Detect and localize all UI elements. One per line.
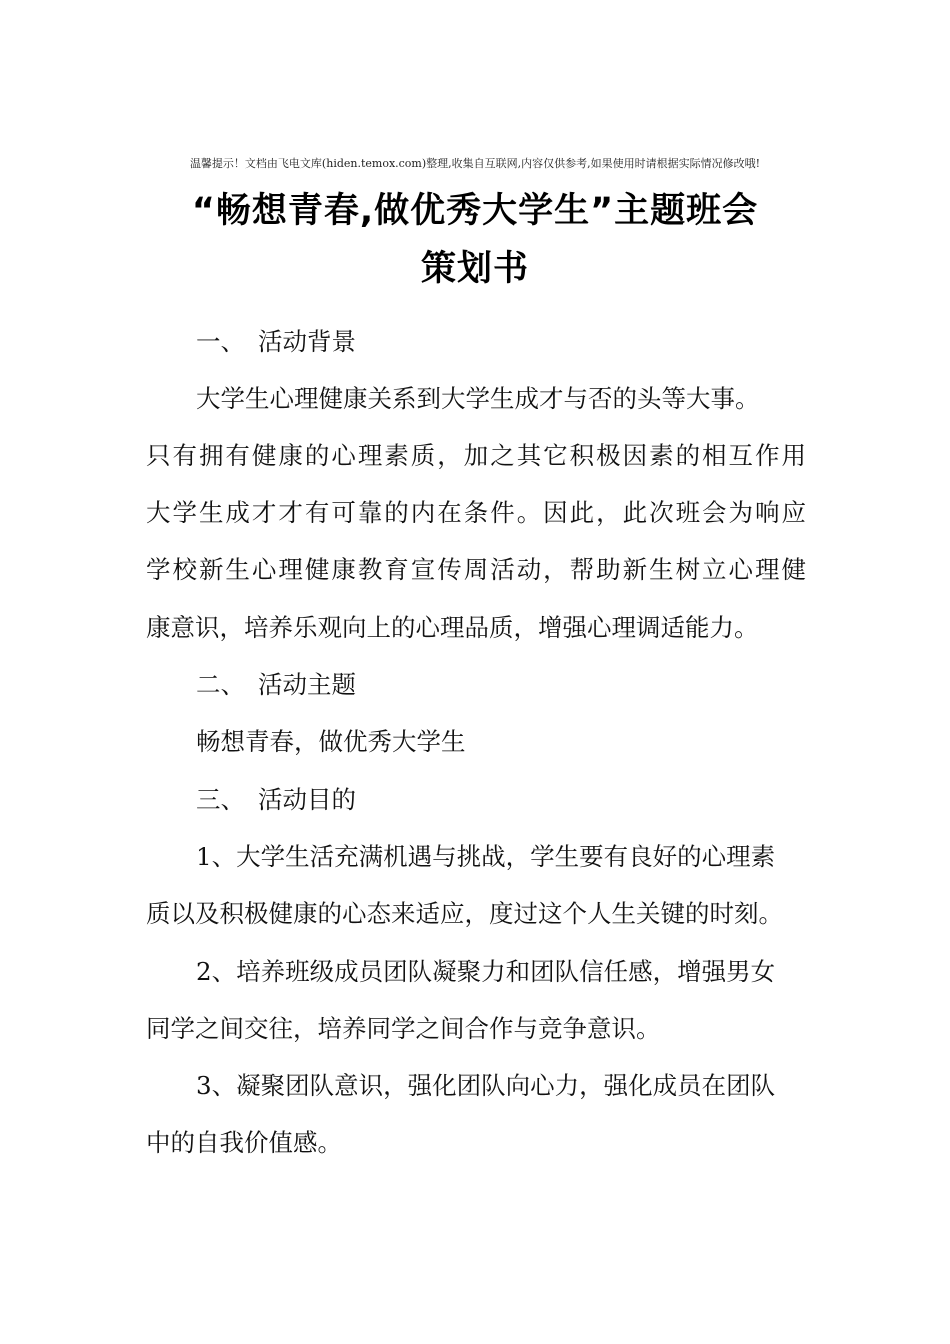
section-title: 活动主题 bbox=[258, 670, 356, 699]
list-item-line: 3、凝聚团队意识，强化团队向心力，强化成员在团队 bbox=[196, 1071, 776, 1100]
paragraph-line: 只有拥有健康的心理素质，加之其它积极因素的相互作用 bbox=[146, 441, 806, 470]
paragraph-line: 大学生成才才有可靠的内在条件。因此，此次班会为响应 bbox=[146, 498, 806, 527]
paragraph-line: 大学生心理健康关系到大学生成才与否的头等大事。 bbox=[196, 384, 760, 413]
paragraph-line: 学校新生心理健康教育宣传周活动，帮助新生树立心理健 bbox=[146, 555, 806, 584]
section-title: 活动背景 bbox=[258, 327, 356, 356]
section-number: 三、 bbox=[196, 785, 245, 814]
list-item-line: 同学之间交往，培养同学之间合作与竞争意识。 bbox=[146, 1014, 661, 1043]
paragraph-line: 康意识，培养乐观向上的心理品质，增强心理调适能力。 bbox=[146, 613, 759, 642]
section-number: 二、 bbox=[196, 670, 245, 699]
document-title-line-2: 策划书 bbox=[420, 249, 529, 289]
section-heading-theme bbox=[196, 670, 356, 700]
list-item-line: 质以及积极健康的心态来适应，度过这个人生关键的时刻。 bbox=[146, 899, 783, 928]
section-title: 活动目的 bbox=[258, 785, 356, 814]
document-title-line-1: “畅想青春,做优秀大学生”主题班会 bbox=[191, 191, 759, 231]
list-item-line: 中的自我价值感。 bbox=[146, 1128, 342, 1157]
list-item-line: 2、培养班级成员团队凝聚力和团队信任感，增强男女 bbox=[196, 957, 776, 986]
section-heading-purpose bbox=[196, 785, 356, 815]
section-number: 一、 bbox=[196, 327, 245, 356]
paragraph-line: 畅想青春，做优秀大学生 bbox=[196, 727, 466, 756]
source-notice: 温馨提示！文档由飞电文库(hiden.temox.com)整理,收集自互联网,内容仅供参考,如果使用时请根据实际情况修改哦! bbox=[189, 157, 761, 170]
section-heading-background bbox=[196, 327, 356, 357]
list-item-line: 1、大学生活充满机遇与挑战，学生要有良好的心理素 bbox=[196, 842, 776, 871]
